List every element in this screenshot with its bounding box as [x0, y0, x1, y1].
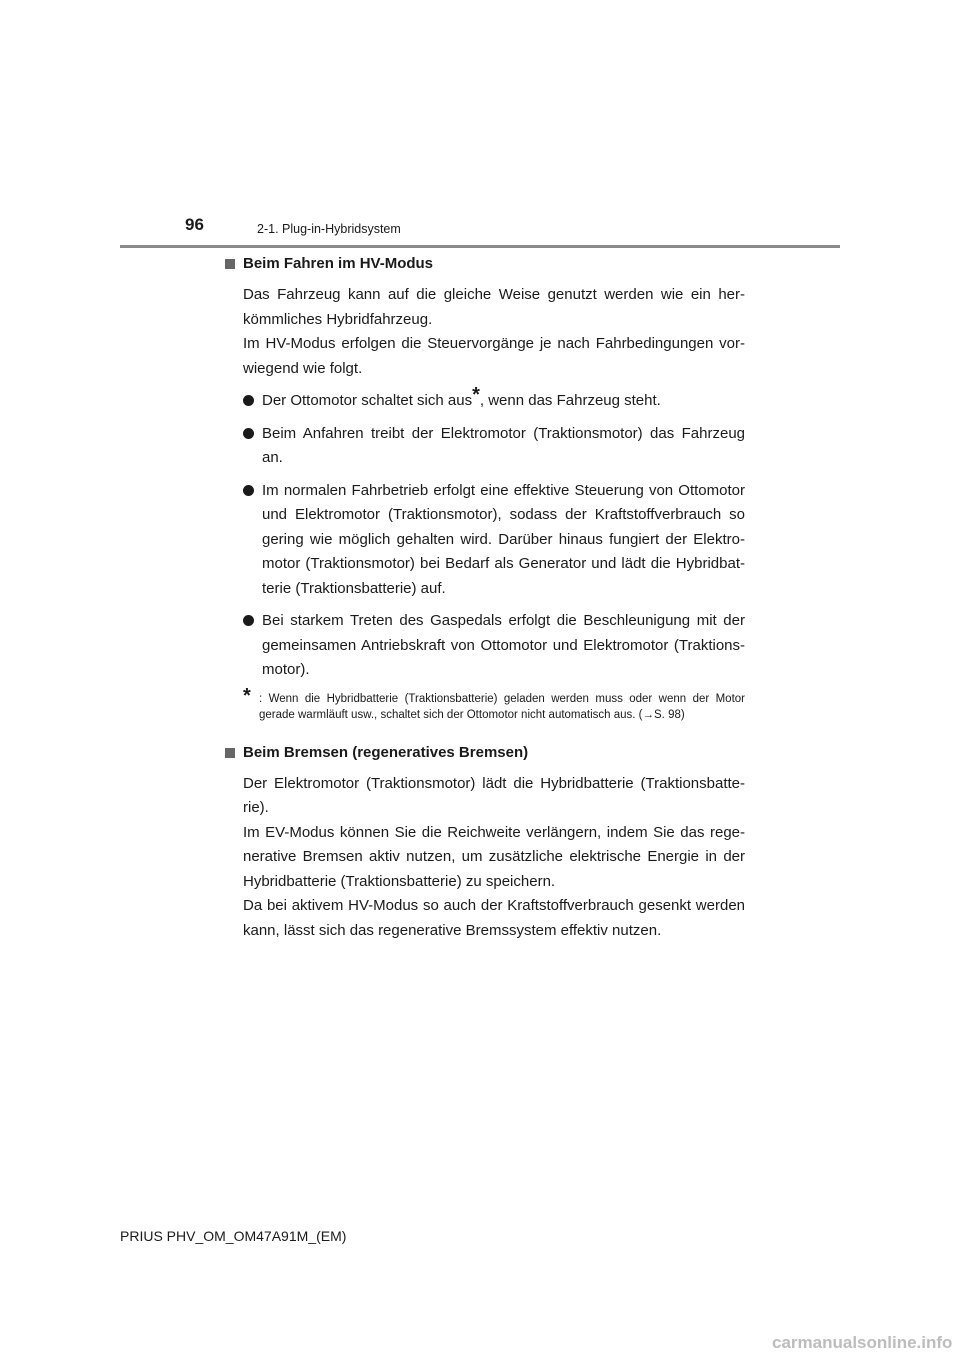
section-heading-hv-mode	[225, 253, 745, 275]
heading-text: Beim Fahren im HV-Modus	[243, 255, 434, 272]
footnote-asterisk: *	[243, 684, 251, 707]
list-item	[243, 384, 745, 414]
bullet-dot-icon	[243, 428, 254, 439]
watermark: carmanualsonline.info	[772, 1333, 953, 1352]
section-title: 2-1. Plug-in-Hybridsystem	[257, 222, 401, 236]
heading-text: Beim Bremsen (regeneratives Bremsen)	[243, 743, 529, 761]
footnote	[243, 684, 745, 724]
paragraph: Der Elektromotor (Traktionsmotor) lädt die Hybridbatterie (Traktionsbatte-rie).	[243, 774, 745, 816]
list-item-text: Bei starkem Treten des Gaspedals erfolgt die Beschleunigung mit der gemeinsamen Antriebskraft von Ottomotor und Elektromotor (Traktions-motor).	[262, 612, 745, 678]
list-item	[243, 609, 745, 683]
list-item-text: Der Ottomotor schaltet sich aus	[262, 392, 473, 409]
list-item	[243, 479, 745, 602]
bullet-dot-icon	[243, 615, 254, 626]
list-item	[243, 422, 745, 471]
paragraph: Da bei aktivem HV-Modus so auch der Kraftstoffverbrauch gesenkt werden kann, lässt sich das regenerative Bremssystem effektiv nutzen.	[243, 897, 745, 939]
page-content	[225, 253, 745, 943]
square-bullet-icon	[225, 259, 235, 269]
document-code: PRIUS PHV_OM_OM47A91M_(EM)	[120, 1228, 347, 1244]
page-number: 96	[185, 215, 204, 234]
footnote-asterisk: *	[472, 384, 480, 406]
footnote-text: : Wenn die Hybridbatterie (Traktionsbatterie) geladen werden muss oder wenn der Motor gerade warmläuft usw., schaltet sich der Ottomotor nicht automatisch aus. (→S. 98)	[259, 692, 745, 721]
bullet-dot-icon	[243, 485, 254, 496]
section-heading-regenerative-braking	[225, 742, 745, 764]
bullet-dot-icon	[243, 395, 254, 406]
paragraph: Das Fahrzeug kann auf die gleiche Weise genutzt werden wie ein her-kömmliches Hybridfahrzeug.	[243, 286, 745, 328]
bullet-list	[225, 384, 745, 683]
paragraph: Im HV-Modus erfolgen die Steuervorgänge je nach Fahrbedingungen vor-wiegend wie folgt.	[243, 335, 745, 377]
list-item-text: Im normalen Fahrbetrieb erfolgt eine effektive Steuerung von Ottomotor und Elektromotor (Traktionsmotor), sodass der Kraftstoffverbrauch so gering wie möglich gehalten wird. Darüber hinaus fungiert der Elektro-motor (Traktionsmotor) bei Bedarf als Generator und lädt die Hybridbat-terie (Traktionsbatterie) auf.	[262, 481, 745, 597]
square-bullet-icon	[225, 748, 235, 758]
header-divider	[120, 245, 840, 248]
list-item-text-suffix: , wenn das Fahrzeug steht.	[479, 392, 661, 409]
paragraph: Im EV-Modus können Sie die Reichweite verlängern, indem Sie das rege-nerative Bremsen aktiv nutzen, um zusätzliche elektrische Energie in der Hybridbatterie (Traktionsbatterie) zu speichern.	[243, 823, 745, 890]
list-item-text: Beim Anfahren treibt der Elektromotor (Traktionsmotor) das Fahrzeug an.	[262, 424, 745, 466]
